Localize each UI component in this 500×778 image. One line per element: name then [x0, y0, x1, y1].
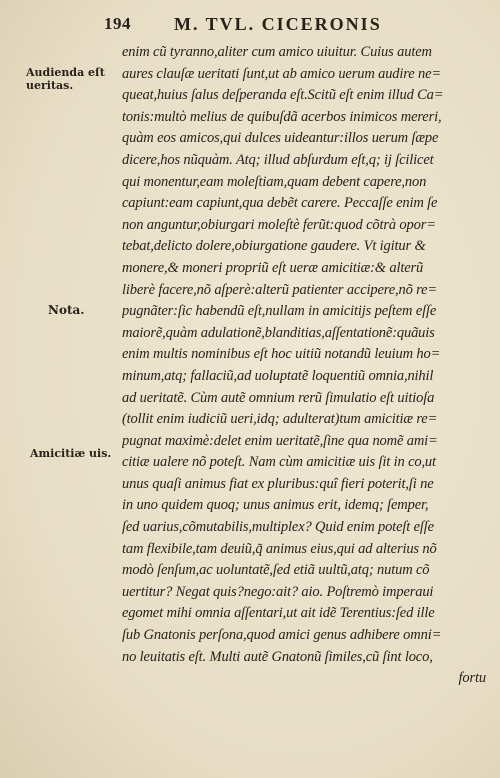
- text-line: pugnãter:ſic habendũ eſt,nullam in amicitijs peſtem eſſe: [122, 303, 437, 320]
- text-line: egomet mihi omnia aſſentari,ut ait idẽ Terentius:ſed ille: [122, 605, 435, 622]
- margin-note-audienda: [26, 66, 105, 92]
- text-line: pugnat maximè:delet enim ueritatẽ,ſine qua nomẽ ami=: [122, 432, 438, 449]
- text-line: (tollit enim iudiciũ ueri,idq; adulterat)tum amicitiæ re=: [122, 411, 438, 428]
- text-line: ſub Gnatonis perſona,quod amici genus adhibere omni=: [122, 627, 442, 644]
- text-line: liberè facere,nõ aſperè:alterũ patienter accipere,nõ re=: [122, 281, 438, 298]
- text-line: maiorẽ,quàm adulationẽ,blanditias,aſſentationẽ:quãuis: [122, 324, 435, 341]
- text-line: queat,huius ſalus deſperanda eſt.Scitũ eſt enim illud Ca=: [122, 87, 444, 104]
- text-line: non anguntur,obiurgari moleſtè ferũt:quod cõtrà opor=: [122, 216, 436, 233]
- text-line: aures clauſæ ueritati ſunt,ut ab amico uerum audire ne=: [122, 65, 442, 82]
- text-line: citiæ ualere nõ poteſt. Nam cùm amicitiæ uis ſit in co,ut: [122, 454, 436, 471]
- text-line: tonis:multò melius de quibuſdã acerbos inimicos mereri,: [122, 108, 442, 125]
- margin-note-line: Audienda eſt: [26, 66, 105, 79]
- text-line: enim multis nominibus eſt hoc uitiũ notandũ leuium ho=: [122, 346, 441, 363]
- catchword: fortu: [458, 670, 486, 687]
- margin-note-nota: [48, 304, 84, 317]
- text-line: qui monentur,eam moleſtiam,quam debent capere,non: [122, 173, 427, 190]
- page-number: 194: [104, 14, 131, 33]
- text-line: modò ſenſum,ac uoluntatẽ,ſed etiã uultũ,atq; nutum cõ: [122, 562, 430, 579]
- margin-note-line: Amicitiæ uis.: [30, 447, 112, 460]
- text-line: enim cũ tyranno,aliter cum amico uiuitur. Cuius autem: [122, 44, 432, 60]
- body-text: [122, 42, 486, 690]
- margin-note-line: Nota.: [48, 303, 85, 317]
- text-line: tebat,delicto dolere,obiurgatione gaudere. Vt igitur &: [122, 238, 426, 255]
- text-line: ad ueritatẽ. Cùm autẽ omnium rerũ ſimulatio eſt uitioſa: [122, 389, 435, 406]
- margin-note-line: ueritas.: [26, 79, 74, 92]
- text-line: tam flexibile,tam deuiũ,q̃ animus eius,qui ad alterius nõ: [122, 540, 437, 557]
- margin-note-amicitiae: [30, 447, 111, 460]
- text-line: dicere,hos nũquàm. Atq; illud abſurdum eſt,q; ij ſcilicet: [122, 151, 434, 168]
- text-line: capiunt:eam capiunt,qua debẽt carere. Peccaſſe enim ſe: [122, 195, 438, 212]
- text-line: in uno quidem quoq; unus animus erit, idemq; ſemper,: [122, 497, 429, 514]
- text-line: ſed uarius,cõmutabilis,multiplex? Quid enim poteſt eſſe: [122, 519, 434, 536]
- text-line: uertitur? Negat quis?nego:ait? aio. Poſtremò imperaui: [122, 583, 434, 600]
- text-line: monere,& moneri propriũ eſt ueræ amicitiæ:& alterũ: [122, 259, 424, 276]
- running-title: M. TVL. CICERONIS: [174, 14, 382, 34]
- page-header: [0, 14, 500, 38]
- text-line: quàm eos amicos,qui dulces uideantur:illos uerum ſæpe: [122, 130, 439, 147]
- text-line: minum,atq; fallaciũ,ad uoluptatẽ loquentiũ omnia,nihil: [122, 367, 434, 384]
- text-line: no leuitatis eſt. Multi autẽ Gnatonũ ſimiles,cũ ſint loco,: [122, 648, 433, 665]
- text-line: unus quaſi animus fiat ex pluribus:quî fieri poterit,ſi ne: [122, 475, 434, 492]
